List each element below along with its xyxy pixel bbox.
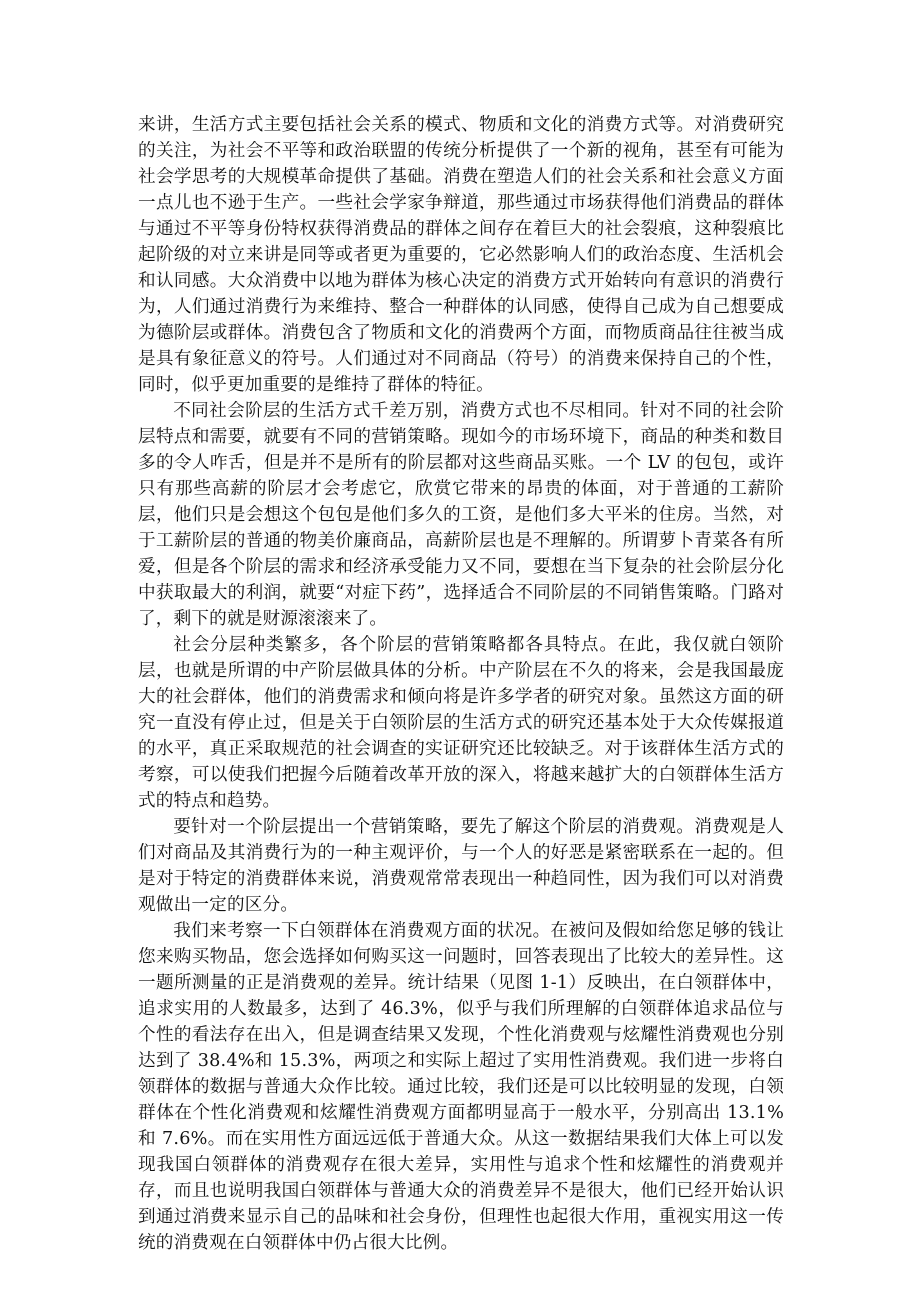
paragraph-2: 不同社会阶层的生活方式千差万别，消费方式也不尽相同。针对不同的社会阶层特点和需要，就要有不同的营销策略。现如今的市场环境下，商品的种类和数目多的令人咋舌，但是并不是所有的阶层都对这些商品买账。一个 LV 的包包，或许只有那些高薪的阶层才会考虑它，欣赏它带来的昂贵的体面，对于普通的工薪阶层，他们只是会想这个包包是他们多久的工资，是他们多大平米的住房。当然，对于工薪阶层的普通的物美价廉商品，高薪阶层也是不理解的。所谓萝卜青菜各有所爱，但是各个阶层的需求和经济承受能力又不同，要想在当下复杂的社会阶层分化中获取最大的利润，就要“对症下药”，选择适合不同阶层的不同销售策略。门路对了，剩下的就是财源滚滚来了。 [138,401,784,629]
paragraph-5: 我们来考察一下白领群体在消费观方面的状况。在被问及假如给您足够的钱让您来购买物品，您会选择如何购买这一问题时，回答表现出了比较大的差异性。这一题所测量的正是消费观的差异。统计结果（见图 1-1）反映出，在白领群体中，追求实用的人数最多，达到了 46.3%，似乎与我们所理解的白领群体追求品位与个性的看法存在出入，但是调查结果又发现，个性化消费观与炫耀性消费观也分别达到了 38.4%和 15.3%，两项之和实际上超过了实用性消费观。我们进一步将白领群体的数据与普通大众作比较。通过比较，我们还是可以比较明显的发现，白领群体在个性化消费观和炫耀性消费观方面都明显高于一般水平，分别高出 13.1%和 7.6%。而在实用性方面远远低于普通大众。从这一数据结果我们大体上可以发现我国白领群体的消费观存在很大差异，实用性与追求个性和炫耀性的消费观并存，而且也说明我国白领群体与普通大众的消费差异不是很大，他们已经开始认识到通过消费来显示自己的品味和社会身份，但理性也起很大作用，重视实用这一传统的消费观在白领群体中仍占很大比例。 [138,921,784,1253]
paragraph-4: 要针对一个阶层提出一个营销策略，要先了解这个阶层的消费观。消费观是人们对商品及其消费行为的一种主观评价，与一个人的好恶是紧密联系在一起的。但是对于特定的消费群体来说，消费观常常表现出一种趋同性，因为我们可以对消费观做出一定的区分。 [138,817,784,915]
document-body [138,112,784,1256]
paragraph-3: 社会分层种类繁多，各个阶层的营销策略都各具特点。在此，我仅就白领阶层，也就是所谓的中产阶层做具体的分析。中产阶层在不久的将来，会是我国最庞大的社会群体，他们的消费需求和倾向将是许多学者的研究对象。虽然这方面的研究一直没有停止过，但是关于白领阶层的生活方式的研究还基本处于大众传媒报道的水平，真正采取规范的社会调查的实证研究还比较缺乏。对于该群体生活方式的考察，可以使我们把握今后随着改革开放的深入，将越来越扩大的白领群体生活方式的特点和趋势。 [138,635,784,811]
paragraph-1: 来讲，生活方式主要包括社会关系的模式、物质和文化的消费方式等。对消费研究的关注，为社会不平等和政治联盟的传统分析提供了一个新的视角，甚至有可能为社会学思考的大规模革命提供了基础。消费在塑造人们的社会关系和社会意义方面一点儿也不逊于生产。一些社会学家争辩道，那些通过市场获得他们消费品的群体与通过不平等身份特权获得消费品的群体之间存在着巨大的社会裂痕，这种裂痕比起阶级的对立来讲是同等或者更为重要的，它必然影响人们的政治态度、生活机会和认同感。大众消费中以地为群体为核心决定的消费方式开始转向有意识的消费行为，人们通过消费行为来维持、整合一种群体的认同感，使得自己成为自己想要成为德阶层或群体。消费包含了物质和文化的消费两个方面，而物质商品往往被当成是具有象征意义的符号。人们通过对不同商品（符号）的消费来保持自己的个性，同时，似乎更加重要的是维持了群体的特征。 [138,115,784,395]
